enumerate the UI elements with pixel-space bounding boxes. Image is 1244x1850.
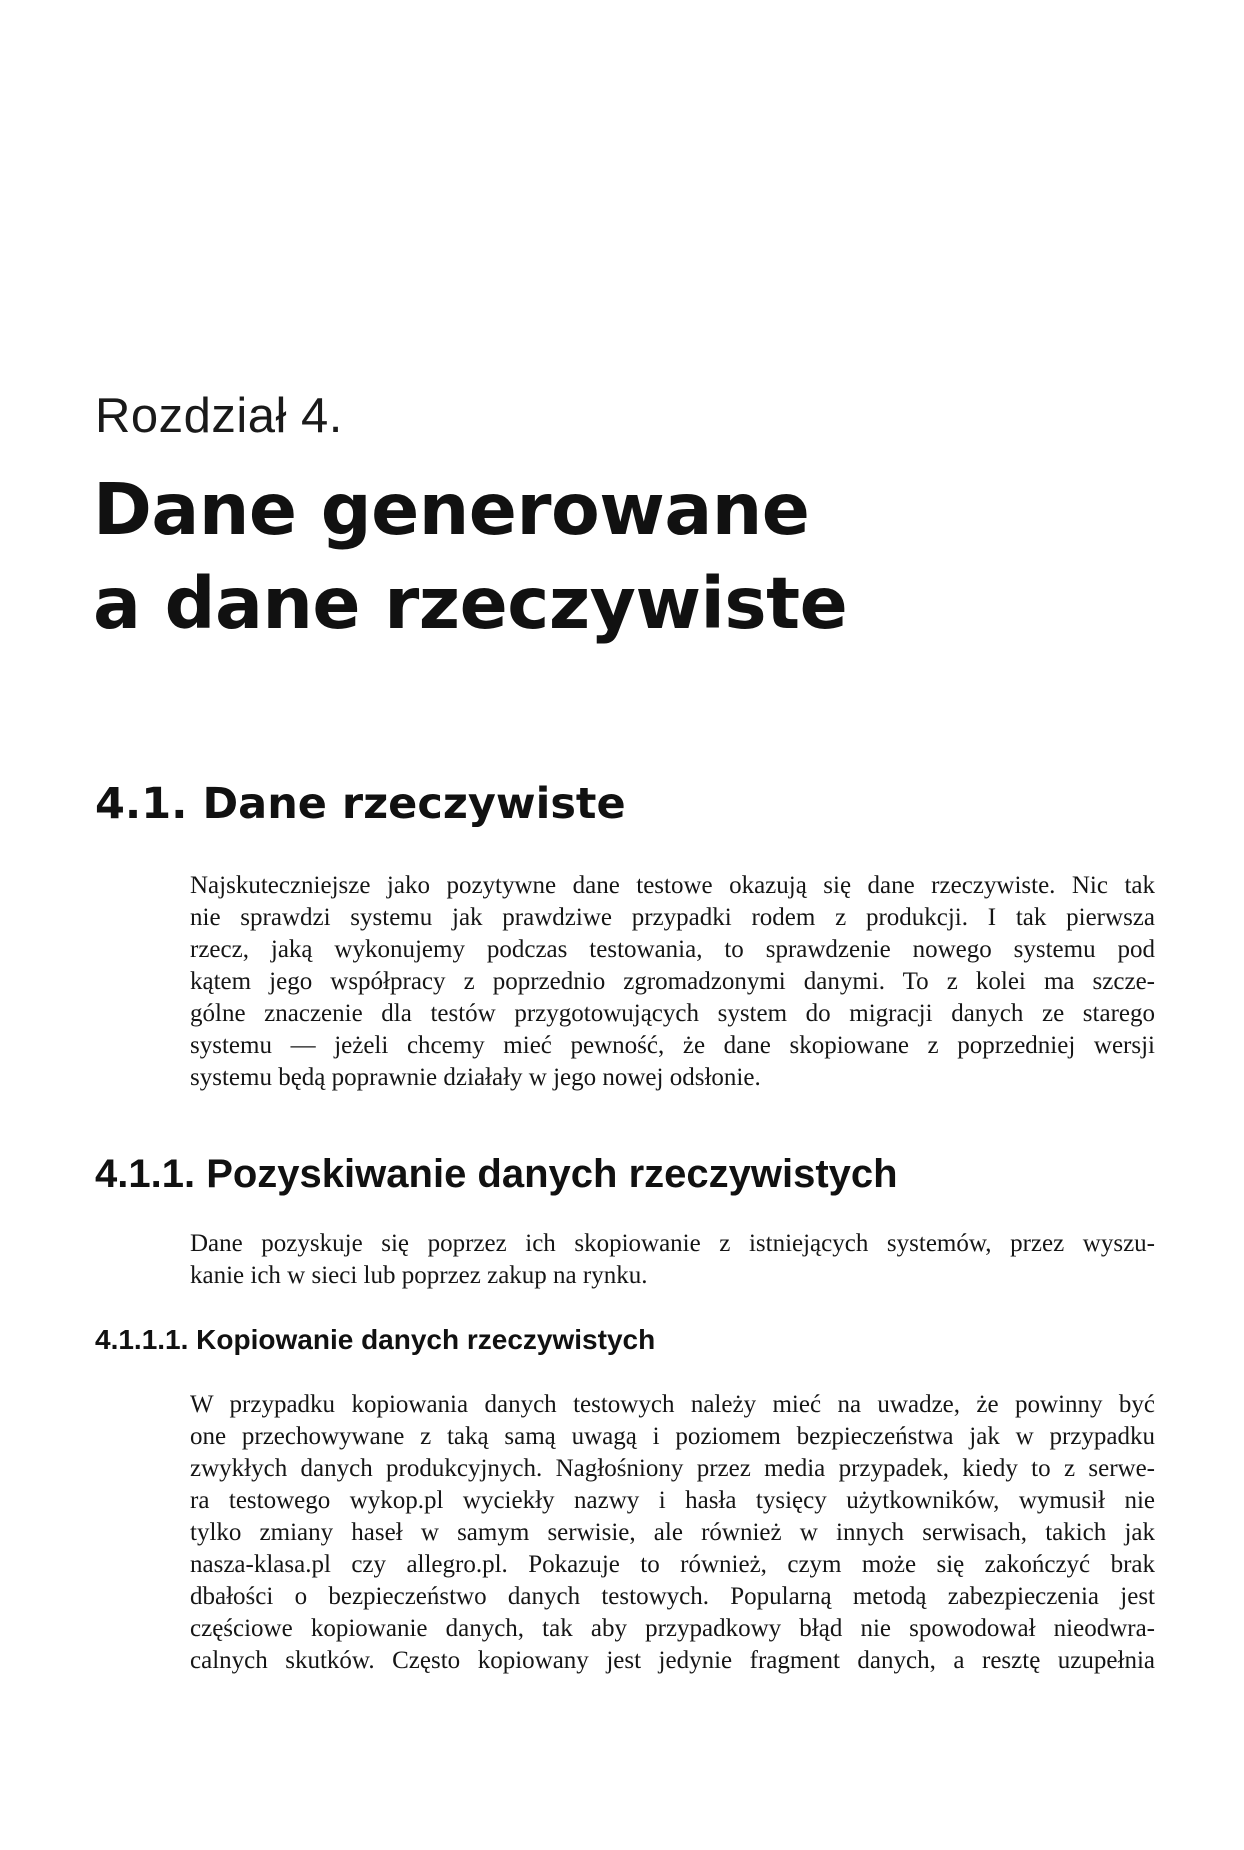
chapter-title-line: Dane generowane [93,468,810,551]
text-line: nie sprawdzi systemu jak prawdziwe przypadki rodem z produkcji. I tak pierwsza [190,904,1155,931]
text-line: gólne znaczenie dla testów przygotowujących system do migracji danych ze starego [190,1000,1155,1027]
text-line: nasza-klasa.pl czy allegro.pl. Pokazuje to również, czym może się zakończyć brak [190,1551,1155,1578]
text-line: kanie ich w sieci lub poprzez zakup na rynku. [190,1262,648,1289]
text-line: Najskuteczniejsze jako pozytywne dane testowe okazują się dane rzeczywiste. Nic tak [190,872,1155,899]
section-heading-4-1: 4.1. Dane rzeczywiste [95,779,626,829]
text-line: kątem jego współpracy z poprzednio zgromadzonymi danymi. To z kolei ma szcze- [190,968,1155,995]
text-line: calnych skutków. Często kopiowany jest jedynie fragment danych, a resztę uzupełnia [190,1647,1155,1674]
text-line: W przypadku kopiowania danych testowych należy mieć na uwadze, że powinny być [190,1391,1155,1418]
paragraph-4-1 [190,870,1155,1094]
text-line: Dane pozyskuje się poprzez ich skopiowanie z istniejących systemów, przez wyszu- [190,1230,1155,1257]
text-line: rzecz, jaką wykonujemy podczas testowania, to sprawdzenie nowego systemu pod [190,936,1155,963]
chapter-title-line: a dane rzeczywiste [93,562,848,645]
section-heading-4-1-1-1: 4.1.1.1. Kopiowanie danych rzeczywistych [95,1324,656,1355]
text-line: systemu będą poprawnie działały w jego nowej odsłonie. [190,1064,761,1091]
text-line: systemu — jeżeli chcemy mieć pewność, że dane skopiowane z poprzedniej wersji [190,1032,1155,1059]
chapter-title [93,463,847,651]
text-line: one przechowywane z taką samą uwagą i poziomem bezpieczeństwa jak w przypadku [190,1423,1155,1450]
section-heading-4-1-1: 4.1.1. Pozyskiwanie danych rzeczywistych [95,1152,898,1196]
paragraph-4-1-1-1 [190,1389,1155,1677]
text-line: tylko zmiany haseł w samym serwisie, ale również w innych serwisach, takich jak [190,1519,1155,1546]
text-line: częściowe kopiowanie danych, tak aby przypadkowy błąd nie spowodował nieodwra- [190,1615,1155,1642]
chapter-label: Rozdział 4. [95,389,343,443]
paragraph-4-1-1 [190,1228,1155,1292]
text-line: dbałości o bezpieczeństwo danych testowych. Popularną metodą zabezpieczenia jest [190,1583,1155,1610]
text-line: zwykłych danych produkcyjnych. Nagłośniony przez media przypadek, kiedy to z serwe- [190,1455,1155,1482]
text-line: ra testowego wykop.pl wyciekły nazwy i hasła tysięcy użytkowników, wymusił nie [190,1487,1155,1514]
